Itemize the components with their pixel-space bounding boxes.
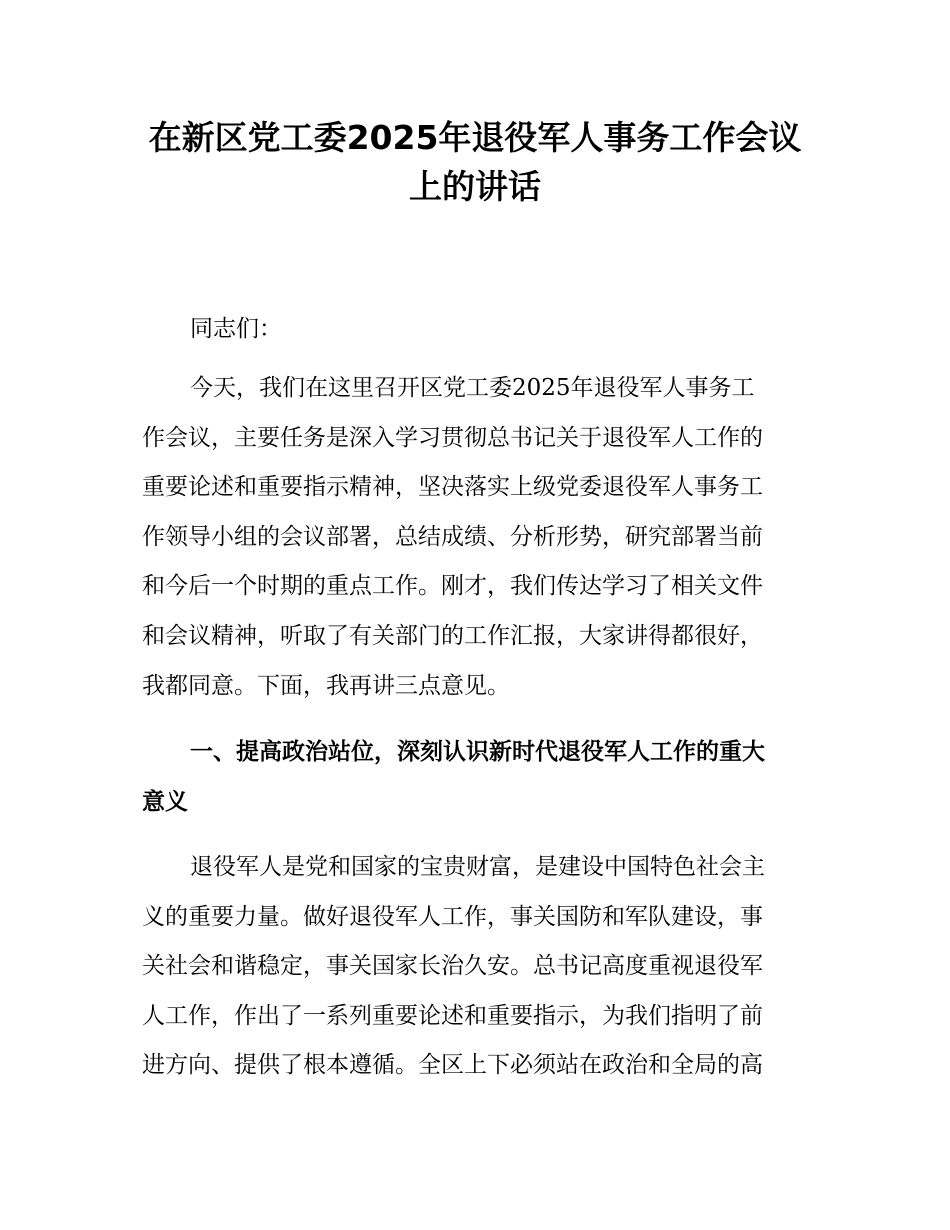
heading-line: 一、提高政治站位，深刻认识新时代退役军人工作的重大 [190, 739, 765, 765]
paragraph-line: 人工作，作出了一系列重要论述和重要指示，为我们指明了前 [142, 1002, 763, 1029]
paragraph-line: 退役军人是党和国家的宝贵财富，是建设中国特色社会主 [190, 854, 765, 880]
paragraph-line: 作会议，主要任务是深入学习贯彻总书记关于退役军人工作的 [142, 424, 763, 451]
paragraph-line: 和今后一个时期的重点工作。刚才，我们传达学习了相关文件 [142, 573, 763, 600]
title-line-2: 上的讲话 [409, 167, 541, 206]
page-title [0, 113, 950, 211]
salutation-text: 同志们： [190, 316, 282, 342]
title-line-1: 在新区党工委2025年退役军人事务工作会议 [148, 118, 802, 157]
paragraph-line: 作领导小组的会议部署，总结成绩、分析形势，研究部署当前 [142, 523, 763, 550]
paragraph-line: 进方向、提供了根本遵循。全区上下必须站在政治和全局的高 [142, 1052, 763, 1079]
paragraph-line: 今天，我们在这里召开区党工委2025年退役军人事务工 [190, 375, 755, 401]
paragraph-line: 重要论述和重要指示精神，坚决落实上级党委退役军人事务工 [142, 474, 763, 501]
paragraph-section-1 [142, 843, 812, 1091]
paragraph-line: 和会议精神，听取了有关部门的工作汇报，大家讲得都很好， [142, 622, 763, 649]
heading-line: 意义 [142, 789, 188, 815]
section-heading-1 [142, 727, 812, 827]
paragraph-line: 义的重要力量。做好退役军人工作，事关国防和军队建设，事 [142, 903, 763, 930]
salutation [142, 305, 812, 355]
paragraph-line: 关社会和谐稳定，事关国家长治久安。总书记高度重视退役军 [142, 953, 763, 980]
paragraph-line: 我都同意。下面，我再讲三点意见。 [142, 672, 510, 699]
paragraph-opening [142, 364, 812, 711]
